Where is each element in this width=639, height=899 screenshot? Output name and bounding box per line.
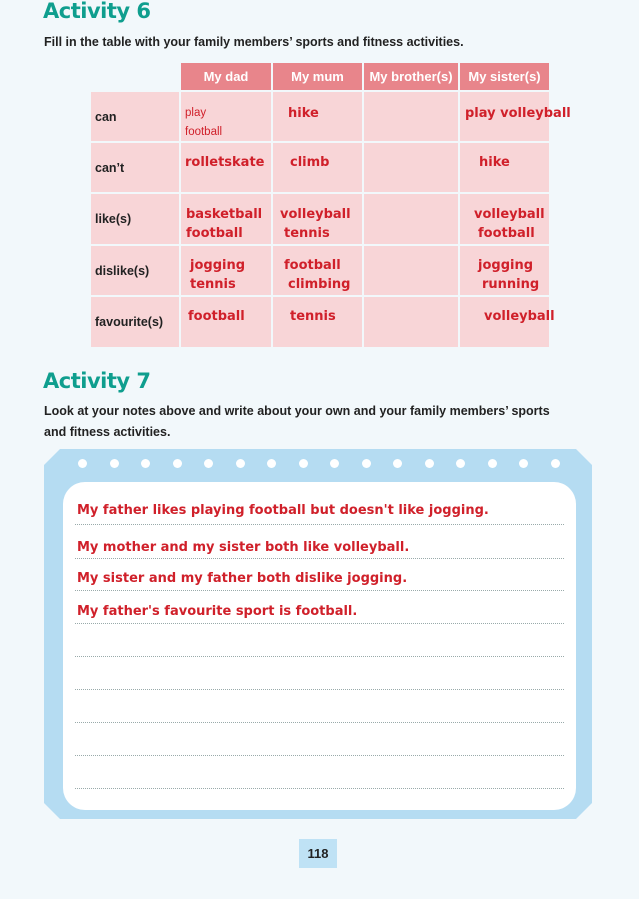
binding-dot xyxy=(78,459,87,468)
answer-mum-favourite: tennis xyxy=(290,309,336,324)
binding-dot xyxy=(267,459,276,468)
ruled-line xyxy=(75,656,564,657)
table-cell xyxy=(364,297,458,347)
binding-dot xyxy=(488,459,497,468)
binding-dot xyxy=(236,459,245,468)
binding-dot xyxy=(519,459,528,468)
answer-dad-can: play football xyxy=(185,107,223,138)
answer-dad-dislikes-1: jogging xyxy=(190,258,246,273)
activity-7-title: Activity 7 xyxy=(43,369,151,393)
writing-area[interactable] xyxy=(63,482,576,810)
answer-mum-dislikes-1: football xyxy=(284,258,341,273)
row-label-dislikes: dislike(s) xyxy=(91,246,179,295)
written-sentence-3: My sister and my father both dislike jogging. xyxy=(77,571,408,586)
col-header-mum: My mum xyxy=(273,63,364,90)
answer-sister-dislikes-1: jogging xyxy=(478,258,534,273)
written-sentence-4: My father's favourite sport is football. xyxy=(77,604,358,619)
row-label-can: can xyxy=(91,92,179,141)
written-sentence-2: My mother and my sister both like volleyball. xyxy=(77,540,410,555)
activity-7-instruction-line2: and fitness activities. xyxy=(44,425,171,439)
binding-dot xyxy=(551,459,560,468)
answer-sister-cant: hike xyxy=(479,155,510,170)
answer-mum-likes-2: tennis xyxy=(284,226,330,241)
answer-dad-favourite: football xyxy=(188,309,245,324)
notebook-corner-br xyxy=(576,803,592,819)
written-sentence-1: My father likes playing football but doesn't like jogging. xyxy=(77,503,489,518)
answer-mum-can: hike xyxy=(288,106,319,121)
answer-sister-likes-1: volleyball xyxy=(474,207,545,222)
answer-dad-likes-2: football xyxy=(186,226,243,241)
ruled-line xyxy=(75,722,564,723)
notebook-corner-tr xyxy=(576,449,592,465)
row-label-favourites: favourite(s) xyxy=(91,297,179,347)
binding-dot xyxy=(299,459,308,468)
answer-dad-cant: rolletskate xyxy=(185,155,265,170)
binding-dot xyxy=(456,459,465,468)
answer-mum-likes-1: volleyball xyxy=(280,207,351,222)
binding-dot xyxy=(362,459,371,468)
ruled-line xyxy=(75,689,564,690)
notebook-corner-bl xyxy=(44,803,60,819)
binding-dot xyxy=(393,459,402,468)
activity-6-title: Activity 6 xyxy=(43,0,151,23)
activity-6-instruction: Fill in the table with your family members’ sports and fitness activities. xyxy=(44,35,464,49)
binding-dot xyxy=(173,459,182,468)
ruled-line xyxy=(75,558,564,559)
answer-sister-dislikes-2: running xyxy=(482,277,540,292)
table-cell xyxy=(364,92,458,141)
table-cell xyxy=(364,246,458,295)
ruled-line xyxy=(75,623,564,624)
page-number: 118 xyxy=(299,839,337,868)
binding-dot xyxy=(330,459,339,468)
col-header-brother: My brother(s) xyxy=(364,63,460,90)
table-cell xyxy=(364,194,458,244)
answer-sister-likes-2: football xyxy=(478,226,535,241)
ruled-line xyxy=(75,788,564,789)
activity-7-instruction-line1: Look at your notes above and write about your own and your family members’ sports xyxy=(44,404,550,418)
answer-dad-dislikes-2: tennis xyxy=(190,277,236,292)
row-label-cant: can’t xyxy=(91,143,179,192)
notebook-binding-dots xyxy=(78,459,560,468)
answer-mum-cant: climb xyxy=(290,155,330,170)
row-label-likes: like(s) xyxy=(91,194,179,244)
answer-dad-likes-1: basketball xyxy=(186,207,263,222)
col-header-dad: My dad xyxy=(181,63,273,90)
ruled-line xyxy=(75,524,564,525)
binding-dot xyxy=(204,459,213,468)
answer-sister-favourite: volleyball xyxy=(484,309,555,324)
ruled-line xyxy=(75,755,564,756)
binding-dot xyxy=(425,459,434,468)
binding-dot xyxy=(110,459,119,468)
table-cell xyxy=(364,143,458,192)
ruled-line xyxy=(75,590,564,591)
answer-mum-dislikes-2: climbing xyxy=(288,277,351,292)
binding-dot xyxy=(141,459,150,468)
answer-sister-can: play volleyball xyxy=(465,106,571,121)
col-header-sister: My sister(s) xyxy=(460,63,549,90)
notebook-corner-tl xyxy=(44,449,60,465)
